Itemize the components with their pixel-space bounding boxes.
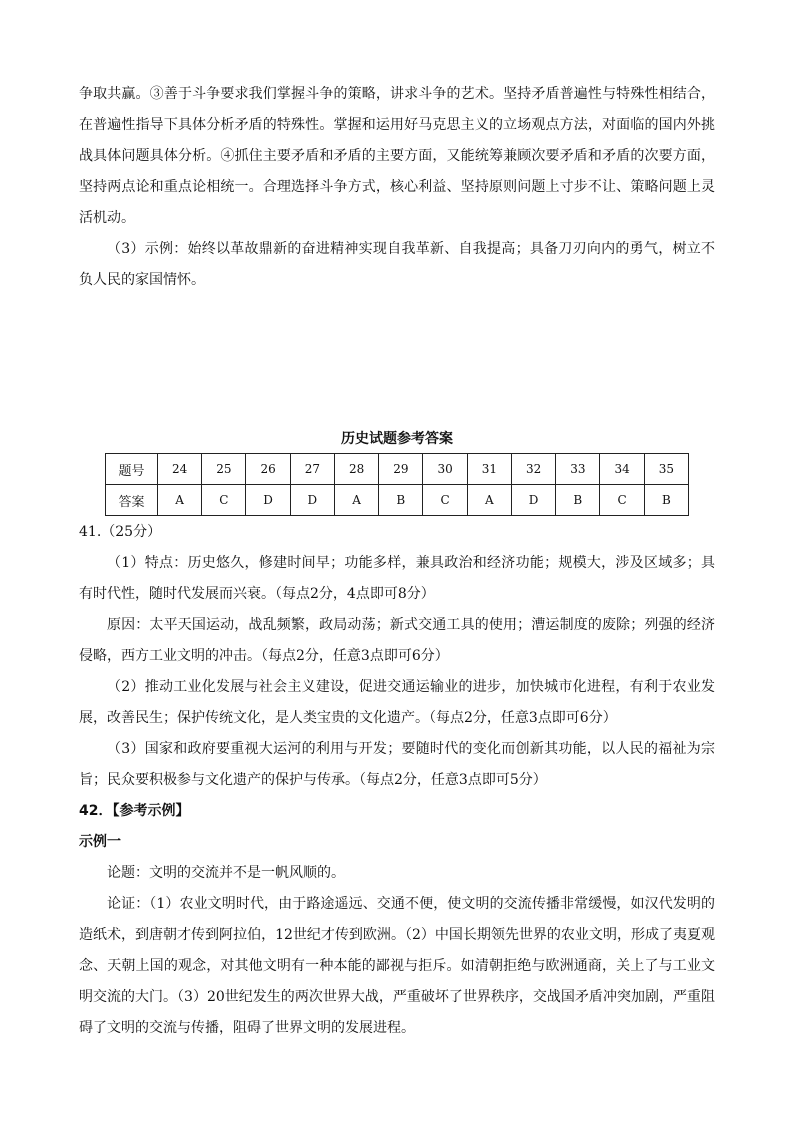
example-thesis: 论题：文明的交流并不是一帆风顺的。 <box>107 865 345 881</box>
question-number-row <box>106 454 689 485</box>
question-41-reasons: 原因：太平天国运动，战乱频繁，政局动荡；新式交通工具的使用；漕运制度的废除；列强的经济侵略，西方工业文明的冲击。（每点2分，任意3点即可6分） <box>79 617 715 664</box>
example-argument: 论证：（1）农业文明时代，由于路途遥远、交通不便，使文明的交流传播非常缓慢，如汉代发明的造纸术，到唐朝才传到阿拉伯，12世纪才传到欧洲。（2）中国长期领先世界的农业文明，形成了夷夏观念、天朝上国的观念，对其他文明有一种本能的鄙视与拒斥。如清朝拒绝与欧洲通商，关上了与工业文明交流的大门。（3）20世纪发生的两次世界大战，严重破坏了世界秩序，交战国矛盾冲突加剧，严重阻碍了文明的交流与传播，阻碍了世界文明的发展进程。 <box>79 896 715 1036</box>
answer-cell: C <box>202 485 246 516</box>
question-number-cell: 29 <box>379 454 423 485</box>
question-41-part-3: （3）国家和政府要重视大运河的利用与开发；要随时代的变化而创新其功能，以人民的福祉为宗旨；民众要积极参与文化遗产的保护与传承。（每点2分，任意3点即可5分） <box>79 741 715 788</box>
answer-cell: D <box>290 485 334 516</box>
question-number-cell: 34 <box>600 454 644 485</box>
question-41-part-2: （2）推动工业化发展与社会主义建设，促进交通运输业的进步，加快城市化进程，有利于农业发展，改善民生；保护传统文化，是人类宝贵的文化遗产。（每点2分，任意3点即可6分） <box>79 679 715 726</box>
answer-row <box>106 485 689 516</box>
answer-cell: D <box>246 485 290 516</box>
example-one-title: 示例一 <box>79 834 121 850</box>
politics-paragraph-2: （3）示例：始终以革故鼎新的奋进精神实现自我革新、自我提高；具备刀刃向内的勇气，树立不负人民的家国情怀。 <box>79 241 715 288</box>
question-number-cell: 31 <box>467 454 511 485</box>
answer-cell: C <box>423 485 467 516</box>
politics-paragraph-1: 争取共赢。③善于斗争要求我们掌握斗争的策略，讲求斗争的艺术。坚持矛盾普遍性与特殊性相结合，在普遍性指导下具体分析矛盾的特殊性。掌握和运用好马克思主义的立场观点方法，对面临的国内外挑战具体问题具体分析。④抓住主要矛盾和矛盾的主要方面，又能统筹兼顾次要矛盾和矛盾的次要方面，坚持两点论和重点论相统一。合理选择斗争方式，核心利益、坚持原则问题上寸步不让、策略问题上灵活机动。 <box>79 86 715 226</box>
question-number-cell: 25 <box>202 454 246 485</box>
question-number-cell: 28 <box>334 454 378 485</box>
question-number-cell: 24 <box>157 454 201 485</box>
answer-cell: B <box>644 485 688 516</box>
question-number-cell: 32 <box>511 454 555 485</box>
question-number-cell: 35 <box>644 454 688 485</box>
question-number-cell: 30 <box>423 454 467 485</box>
question-41-heading: 41.（25分） <box>79 524 162 540</box>
question-number-cell: 27 <box>290 454 334 485</box>
answer-cell: C <box>600 485 644 516</box>
history-answers-body <box>79 517 715 1044</box>
row-header-question-number: 题号 <box>106 454 158 485</box>
answer-cell: B <box>556 485 600 516</box>
history-answer-title: 历史试题参考答案 <box>341 431 453 447</box>
answer-cell: A <box>157 485 201 516</box>
row-header-answer: 答案 <box>106 485 158 516</box>
question-42-heading: 42．【参考示例】 <box>79 803 190 819</box>
question-41-part-1: （1）特点：历史悠久，修建时间早；功能多样，兼具政治和经济功能；规模大，涉及区域多；具有时代性，随时代发展而兴衰。（每点2分，4点即可8分） <box>79 555 715 602</box>
answer-cell: D <box>511 485 555 516</box>
answer-cell: A <box>467 485 511 516</box>
question-number-cell: 33 <box>556 454 600 485</box>
politics-answer-continuation <box>79 79 715 296</box>
answer-key-table <box>105 453 689 516</box>
question-number-cell: 26 <box>246 454 290 485</box>
answer-cell: A <box>334 485 378 516</box>
answer-cell: B <box>379 485 423 516</box>
